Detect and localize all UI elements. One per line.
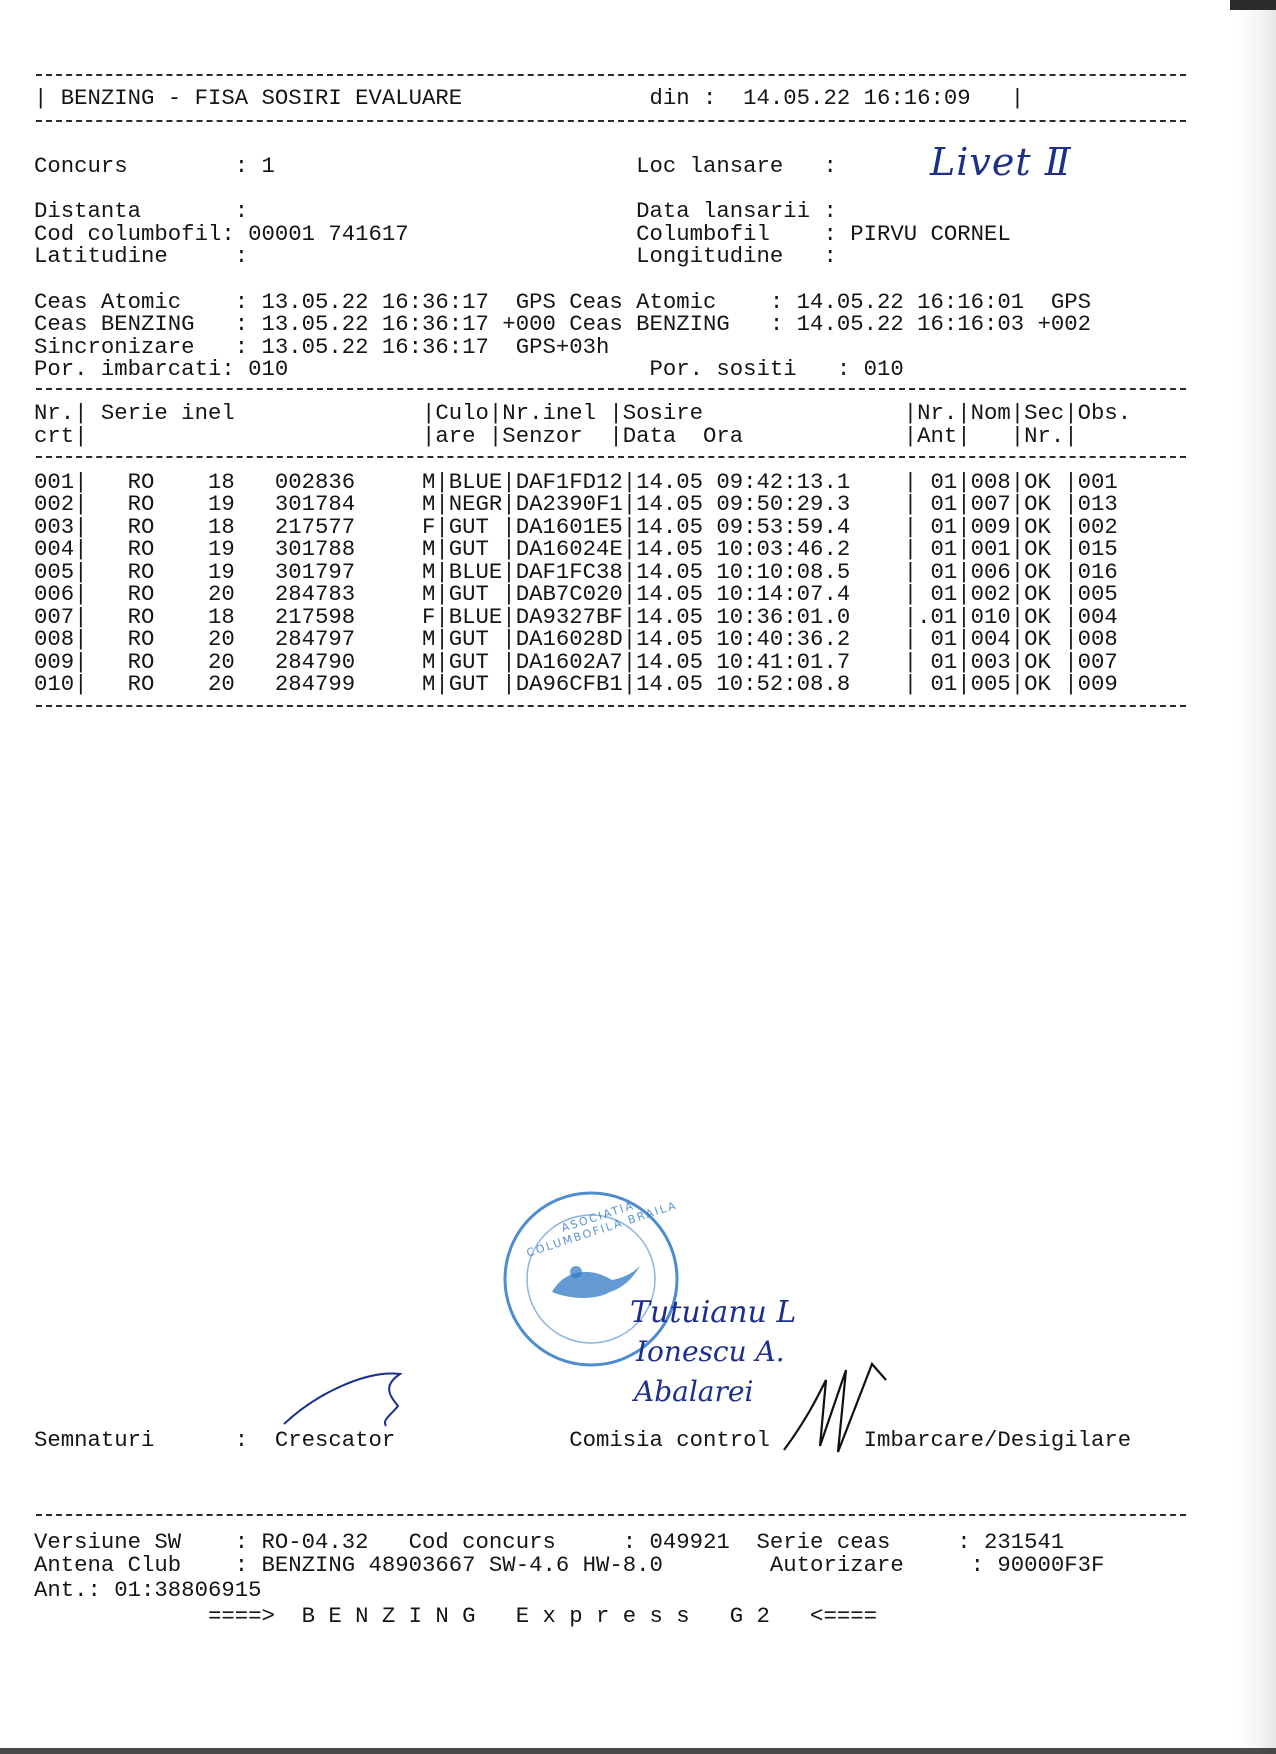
info-latitudine: Latitudine : Longitudine : [34, 243, 837, 269]
table-row: 003| RO 18 217577 F|GUT |DA1601E5|14.05 09:53:59.4 | 01|009|OK |002 [34, 514, 1118, 540]
table-row: 010| RO 20 284799 M|GUT |DA96CFB1|14.05 10:52:08.8 | 01|005|OK |009 [34, 671, 1118, 697]
separator-line [36, 388, 1186, 390]
stamp-text: ASOCIATIA COLUMBOFILA BRAILA [524, 1198, 680, 1260]
table-row: 005| RO 19 301797 M|BLUE|DAF1FC38|14.05 10:10:08.5 | 01|006|OK |016 [34, 559, 1118, 585]
info-cod-columbofil: Cod columbofil: 00001 741617 Columbofil : PIRVU CORNEL [34, 221, 1011, 247]
scan-edge [1236, 0, 1276, 1754]
commission-signature-3: Abalarei [634, 1375, 754, 1408]
table-row: 009| RO 20 284790 M|GUT |DA1602A7|14.05 10:41:01.7 | 01|003|OK |007 [34, 649, 1118, 675]
scan-edge-mark [1230, 0, 1276, 10]
info-ceas-atomic: Ceas Atomic : 13.05.22 16:36:17 GPS Ceas Atomic : 14.05.22 16:16:01 GPS [34, 289, 1092, 315]
footer-ant: Ant.: 01:38806915 [34, 1577, 262, 1603]
breeder-signature-icon [278, 1362, 428, 1432]
footer-versiune: Versiune SW : RO-04.32 Cod concurs : 049921 Serie ceas : 231541 [34, 1529, 1065, 1555]
footer-brand: ====> B E N Z I N G E x p r e s s G 2 <==== [34, 1603, 877, 1629]
info-distanta: Distanta : Data lansarii : [34, 198, 837, 224]
separator-line [36, 74, 1186, 76]
table-header-row-1: Nr.| Serie inel |Culo|Nr.inel |Sosire |Nr.|Nom|Sec|Obs. [34, 400, 1132, 426]
info-ceas-benzing: Ceas BENZING : 13.05.22 16:36:17 +000 Ceas BENZING : 14.05.22 16:16:03 +002 [34, 311, 1092, 337]
table-row: 007| RO 18 217598 F|BLUE|DA9327BF|14.05 10:36:01.0 |.01|010|OK |004 [34, 604, 1118, 630]
separator-line [36, 456, 1186, 458]
info-concurs: Concurs : 1 Loc lansare : [34, 153, 837, 179]
commission-signature-2: Ionescu A. [636, 1335, 785, 1368]
table-row: 006| RO 20 284783 M|GUT |DAB7C020|14.05 10:14:07.4 | 01|002|OK |005 [34, 581, 1118, 607]
separator-line [36, 120, 1186, 122]
pigeon-icon [552, 1266, 640, 1298]
table-row: 008| RO 20 284797 M|GUT |DA16028D|14.05 10:40:36.2 | 01|004|OK |008 [34, 626, 1118, 652]
signatures-line: Semnaturi : Crescator Comisia control Imbarcare/Desigilare [34, 1427, 1132, 1453]
table-row: 004| RO 19 301788 M|GUT |DA16024E|14.05 10:03:46.2 | 01|001|OK |015 [34, 536, 1118, 562]
loc-lansare-handwritten: Livet Ⅱ [930, 140, 1072, 184]
table-header-row-2: crt| |are |Senzor |Data Ora |Ant| |Nr.| [34, 423, 1078, 449]
info-sincronizare: Sincronizare : 13.05.22 16:36:17 GPS+03h [34, 334, 610, 360]
footer-antena: Antena Club : BENZING 48903667 SW-4.6 HW-8.0 Autorizare : 90000F3F [34, 1552, 1105, 1578]
table-row: 002| RO 19 301784 M|NEGR|DA2390F1|14.05 09:50:29.3 | 01|007|OK |013 [34, 491, 1118, 517]
separator-line [36, 1514, 1186, 1516]
separator-line [36, 705, 1186, 707]
document-title: | BENZING - FISA SOSIRI EVALUARE din : 14.05.22 16:16:09 | [34, 85, 1025, 111]
table-row: 001| RO 18 002836 M|BLUE|DAF1FD12|14.05 09:42:13.1 | 01|008|OK |001 [34, 469, 1118, 495]
commission-signature-1: Tutuianu L [630, 1295, 797, 1330]
scan-edge-bottom [0, 1748, 1276, 1754]
info-porumbei: Por. imbarcati: 010 Por. sositi : 010 [34, 356, 904, 382]
